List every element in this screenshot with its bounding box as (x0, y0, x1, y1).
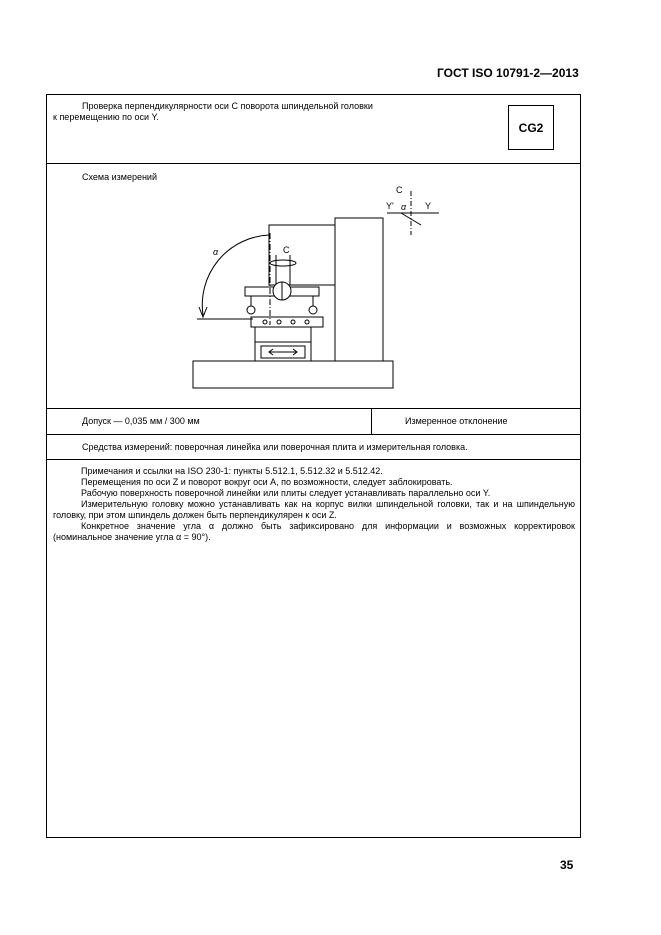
measurement-diagram (47, 95, 580, 415)
axis-y-prime-label: Y' (386, 201, 394, 211)
tolerance-value: Допуск — 0,035 мм / 300 мм (82, 416, 200, 426)
alpha-label-diagram: α (213, 247, 219, 257)
page-number: 35 (560, 858, 574, 872)
measuring-tools: Средства измерений: поверочная линейка или поверочная плита и измерительная головка. (82, 442, 468, 452)
measured-deviation-label: Измеренное отклонение (405, 416, 508, 426)
scheme-label: Схема измерений (82, 172, 157, 182)
spindle-c-label: C (283, 245, 290, 255)
check-table (46, 94, 581, 838)
note-line: Перемещения по оси Z и поворот вокруг оси А, по возможности, следует заблокировать. (81, 477, 453, 487)
divider (47, 408, 580, 409)
divider (47, 459, 580, 460)
note-line: Измерительную головку можно устанавливать как на корпус вилки шпиндельной головки, так и на шпиндельную головку, при этом шпиндель должен быть перпендикулярен к оси Z. (53, 499, 575, 520)
notes-block (53, 466, 575, 543)
note-line: Конкретное значение угла α должно быть зафиксировано для информации и возможных корректировок (номинальное значение угла α = 90°). (53, 521, 575, 542)
axis-c-label: C (396, 185, 403, 195)
check-code: CG2 (518, 120, 544, 135)
alpha-label-axes: α (401, 202, 407, 212)
title-line-2: к перемещению по оси Y. (53, 112, 159, 122)
column-divider (371, 408, 372, 434)
note-line: Рабочую поверхность поверочной линейки или плиты следует устанавливать параллельно оси Y. (81, 488, 491, 498)
axis-y-label: Y (425, 201, 432, 211)
document-code: ГОСТ ISO 10791-2—2013 (437, 66, 579, 80)
note-line: Примечания и ссылки на ISO 230-1: пункты 5.512.1, 5.512.32 и 5.512.42. (81, 466, 383, 476)
divider (47, 434, 580, 435)
title-line-1: Проверка перпендикулярности оси С поворота шпиндельной головки (82, 101, 373, 111)
